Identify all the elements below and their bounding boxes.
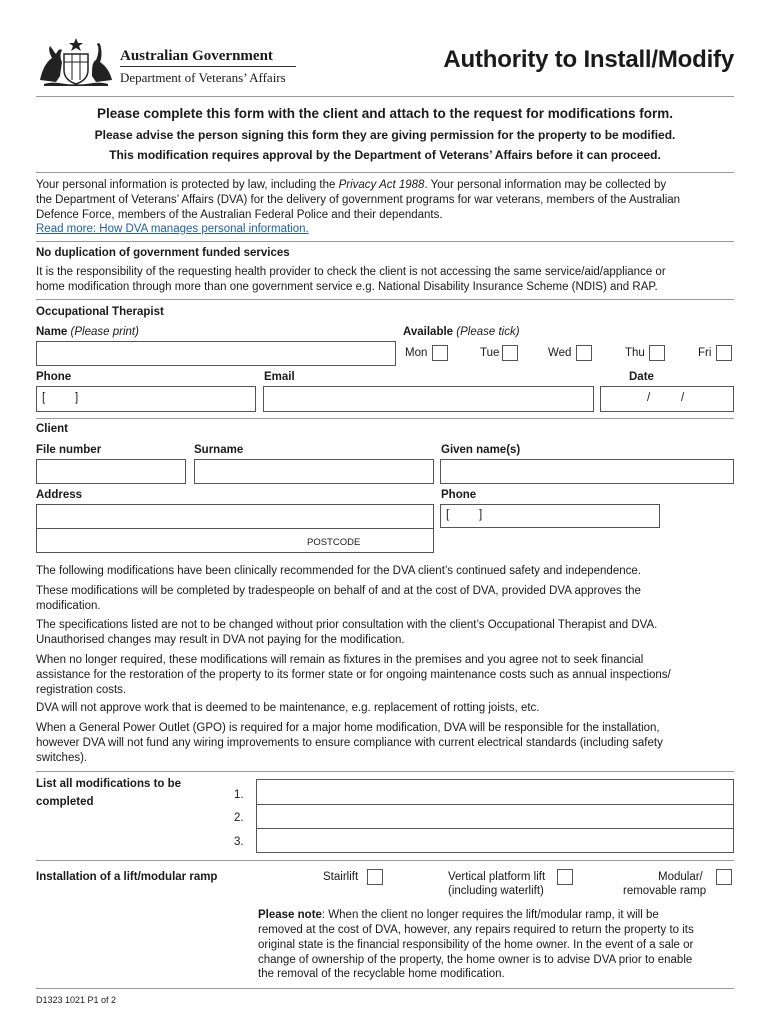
area-code-bracket-open: [ bbox=[446, 509, 450, 521]
intro-line-2: This modification requires approval by the Department of Veterans’ Affairs before it can proceed. bbox=[109, 148, 661, 162]
divider bbox=[36, 771, 734, 772]
coat-of-arms-logo bbox=[36, 36, 116, 88]
ot-email-label: Email bbox=[264, 371, 295, 383]
department-name: Department of Veterans’ Affairs bbox=[120, 70, 286, 85]
lift-note-emphasis: Please note bbox=[258, 909, 322, 921]
lift-note bbox=[258, 908, 659, 923]
surname-label: Surname bbox=[194, 444, 244, 456]
privacy-act-title: Privacy Act 1988 bbox=[338, 179, 425, 191]
lift-note: original state is the financial responsibility of the home owner. In the event of a sale or bbox=[258, 939, 694, 951]
condition-paragraph: DVA will not approve work that is deemed to be maintenance, e.g. replacement of rotting joists, etc. bbox=[36, 702, 540, 714]
day-wed-label: Wed bbox=[548, 347, 572, 359]
vertical-lift-label: Vertical platform lift bbox=[448, 871, 546, 883]
ot-email-input[interactable] bbox=[263, 386, 594, 412]
modular-ramp-checkbox[interactable] bbox=[716, 869, 732, 885]
divider bbox=[36, 418, 734, 419]
privacy-line-2: the Department of Veterans’ Affairs (DVA) for the delivery of government programs for war veterans, members of the Australian bbox=[36, 194, 681, 206]
row-divider bbox=[257, 828, 733, 829]
privacy-line-3: Defence Force, members of the Australian Federal Police and their dependants. bbox=[36, 209, 443, 221]
condition-paragraph: however DVA will not fund any wiring improvements to ensure compliance with current electrical standards (including safety bbox=[36, 737, 663, 749]
divider bbox=[36, 172, 734, 173]
modification-number: 1. bbox=[234, 789, 244, 801]
lift-ramp-label: Installation of a lift/modular ramp bbox=[36, 871, 218, 883]
divider bbox=[36, 860, 734, 861]
day-mon-checkbox[interactable] bbox=[432, 345, 448, 361]
client-phone-label: Phone bbox=[441, 489, 477, 501]
day-wed-checkbox[interactable] bbox=[576, 345, 592, 361]
privacy-text: Your personal information is protected by law, including the bbox=[36, 179, 339, 191]
duplication-heading: No duplication of government funded services bbox=[36, 247, 290, 259]
duplication-line-2: home modification through more than one government service e.g. National Disability Insurance Scheme (NDIS) and RAP. bbox=[36, 281, 658, 293]
date-separator: / bbox=[647, 392, 651, 404]
modifications-input[interactable] bbox=[256, 779, 734, 853]
ot-name-label-text: Name bbox=[36, 326, 68, 338]
condition-paragraph: assistance for the restoration of the property to its former state or for ongoing maintenance costs such as annual inspections/ bbox=[36, 669, 671, 681]
available-label bbox=[403, 326, 520, 338]
day-thu-label: Thu bbox=[625, 347, 645, 359]
modifications-label: completed bbox=[36, 796, 94, 808]
condition-paragraph: These modifications will be completed by tradespeople on behalf of and at the cost of DVA, provided DVA approves the bbox=[36, 585, 641, 597]
file-number-label: File number bbox=[36, 444, 102, 456]
divider bbox=[36, 299, 734, 300]
day-thu-checkbox[interactable] bbox=[649, 345, 665, 361]
modular-ramp-label: Modular/ bbox=[658, 871, 703, 883]
modular-ramp-label: removable ramp bbox=[623, 885, 707, 897]
lift-note: the removal of the recyclable home modification. bbox=[258, 968, 505, 980]
surname-input[interactable] bbox=[194, 459, 434, 484]
day-mon-label: Mon bbox=[405, 347, 428, 359]
day-fri-checkbox[interactable] bbox=[716, 345, 732, 361]
condition-paragraph: registration costs. bbox=[36, 684, 127, 696]
condition-paragraph: The following modifications have been clinically recommended for the DVA client’s continued safety and independence. bbox=[36, 565, 641, 577]
divider bbox=[36, 241, 734, 242]
postcode-label: POSTCODE bbox=[307, 537, 361, 548]
condition-paragraph: When no longer required, these modifications will remain as fixtures in the premises and you agree not to seek financial bbox=[36, 654, 644, 666]
day-fri-label: Fri bbox=[698, 347, 712, 359]
condition-paragraph: switches). bbox=[36, 752, 88, 764]
area-code-bracket-close: ] bbox=[479, 509, 483, 521]
lift-note-text: : When the client no longer requires the lift/modular ramp, it will be bbox=[321, 909, 659, 921]
address-input[interactable] bbox=[36, 504, 434, 553]
area-code-bracket-open: [ bbox=[42, 392, 46, 404]
condition-paragraph: Unauthorised changes may result in DVA not paying for the modification. bbox=[36, 634, 405, 646]
duplication-line-1: It is the responsibility of the requesting health provider to check the client is not accessing the same service/aid/appliance or bbox=[36, 266, 666, 278]
address-label: Address bbox=[36, 489, 83, 501]
ot-heading: Occupational Therapist bbox=[36, 306, 164, 318]
lift-note: change of ownership of the property, the home owner is to advise DVA prior to enable bbox=[258, 954, 693, 966]
modification-number: 2. bbox=[234, 812, 244, 824]
day-tue-label: Tue bbox=[480, 347, 500, 359]
given-names-label: Given name(s) bbox=[441, 444, 521, 456]
ot-phone-label: Phone bbox=[36, 371, 72, 383]
area-code-bracket-close: ] bbox=[75, 392, 79, 404]
ot-date-label: Date bbox=[629, 371, 654, 383]
intro-line-1: Please advise the person signing this form they are giving permission for the property to be modified. bbox=[94, 128, 676, 142]
row-divider bbox=[257, 804, 733, 805]
address-divider bbox=[37, 528, 433, 529]
available-label-text: Available bbox=[403, 326, 454, 338]
divider bbox=[36, 96, 734, 97]
available-hint: (Please tick) bbox=[456, 326, 520, 338]
given-names-input[interactable] bbox=[440, 459, 734, 484]
government-name: Australian Government bbox=[120, 48, 273, 64]
page-title: Authority to Install/Modify bbox=[443, 46, 734, 73]
client-phone-input[interactable] bbox=[440, 504, 660, 528]
day-tue-checkbox[interactable] bbox=[502, 345, 518, 361]
condition-paragraph: modification. bbox=[36, 600, 101, 612]
vertical-lift-label: (including waterlift) bbox=[448, 885, 544, 897]
file-number-input[interactable] bbox=[36, 459, 186, 484]
client-heading: Client bbox=[36, 423, 68, 435]
ot-phone-input[interactable] bbox=[36, 386, 256, 412]
divider bbox=[36, 988, 734, 989]
ot-date-input[interactable] bbox=[600, 386, 734, 412]
condition-paragraph: When a General Power Outlet (GPO) is required for a major home modification, DVA will be responsible for the installation, bbox=[36, 722, 660, 734]
condition-paragraph: The specifications listed are not to be changed without prior consultation with the client’s Occupational Therapist and DVA. bbox=[36, 619, 658, 631]
form-code: D1323 1021 P1 of 2 bbox=[36, 995, 117, 1005]
ot-name-input[interactable] bbox=[36, 341, 396, 366]
vertical-lift-checkbox[interactable] bbox=[557, 869, 573, 885]
intro-heading: Please complete this form with the client and attach to the request for modifications form. bbox=[96, 106, 674, 121]
modification-number: 3. bbox=[234, 836, 244, 848]
modifications-label: List all modifications to be bbox=[36, 778, 182, 790]
header-divider bbox=[120, 66, 296, 67]
stairlift-checkbox[interactable] bbox=[367, 869, 383, 885]
lift-note: removed at the cost of DVA, however, any repairs required to return the property to its bbox=[258, 924, 694, 936]
ot-name-hint: (Please print) bbox=[70, 326, 139, 338]
privacy-link[interactable]: Read more: How DVA manages personal information. bbox=[36, 223, 309, 235]
ot-name-label bbox=[36, 326, 139, 338]
privacy-line-1 bbox=[36, 178, 666, 193]
privacy-text: . Your personal information may be collected by bbox=[424, 179, 667, 191]
date-separator: / bbox=[681, 392, 685, 404]
stairlift-label: Stairlift bbox=[323, 871, 359, 883]
